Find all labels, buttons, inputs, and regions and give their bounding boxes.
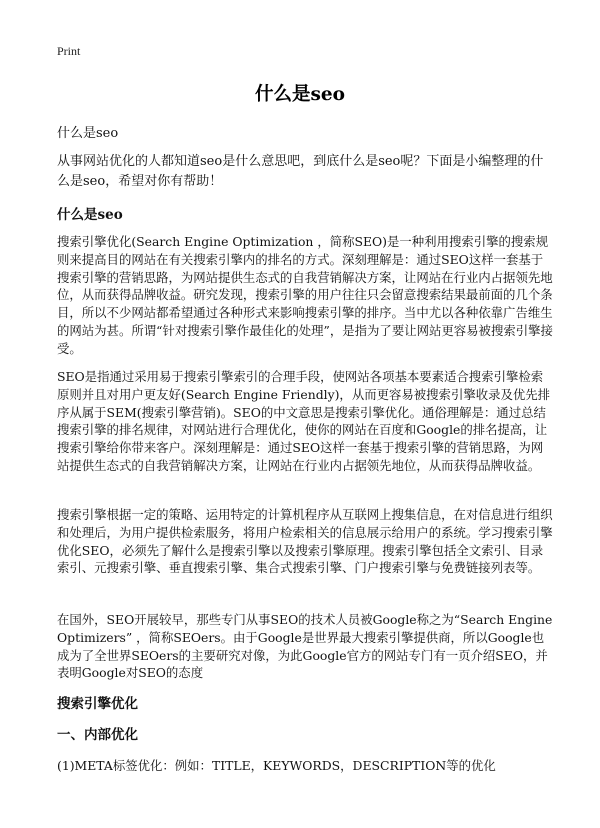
paragraph-2: SEO是指通过采用易于搜索引擎索引的合理手段，使网站各项基本要素适合搜索引擎检索原则并且对用户更友好(Search Engine Friendly)，从而更容易被搜索引擎收录及优先排序从属于SEM(搜索引擎营销)。SEO的中文意思是搜索引擎优化。通俗理解是：通过总结搜索引擎的排名规律，对网站进行合理优化，使你的网站在百度和Google的排名提高，让搜索引擎给你带来客户。深刻理解是：通过SEO这样一套基于搜索引擎的营销思路，为网站提供生态式的自我营销解决方案，让网站在行业内占据领先地位，从而获得品牌收益。 xyxy=(57,369,551,473)
subtitle: 什么是seo xyxy=(57,126,119,141)
intro-paragraph: 从事网站优化的人都知道seo是什么意思吧，到底什么是seo呢？下面是小编整理的什么是seo，希望对你有帮助！ xyxy=(57,154,544,189)
section-heading-seo-optimization: 搜索引擎优化 xyxy=(57,696,138,712)
paragraph-4: 在国外，SEO开展较早，那些专门从事SEO的技术人员被Google称之为“Search Engine Optimizers” ，简称SEOers。由于Google是世界最大搜索引擎提供商，所以Google也成为了全世界SEOers的主要研究对像，为此Google官方的网站专门有一页介绍SEO，并表明Google对SEO的态度 xyxy=(57,612,553,681)
section-heading-what-is-seo: 什么是seo xyxy=(57,207,123,223)
list-item: (1)META标签优化：例如：TITLE，KEYWORDS，DESCRIPTION等的优化 xyxy=(57,758,496,773)
print-label: Print xyxy=(57,44,81,58)
page-title: 什么是seo xyxy=(254,84,346,105)
paragraph-3: 搜索引擎根据一定的策略、运用特定的计算机程序从互联网上搜集信息，在对信息进行组织和处理后，为用户提供检索服务，将用户检索相关的信息展示给用户的系统。学习搜索引擎优化SEO，必须先了解什么是搜索引擎以及搜索引擎原理。搜索引擎包括全文索引、目录索引、元搜索引擎、垂直搜索引擎、集合式搜索引擎、门户搜索引擎与免费链接列表等。 xyxy=(57,507,553,576)
paragraph-1: 搜索引擎优化(Search Engine Optimization ，简称SEO)是一种利用搜索引擎的搜索规则来提高目的网站在有关搜索引擎内的排名的方式。深刻理解是：通过SEO这样一套基于搜索引擎的营销思路，为网站提供生态式的自我营销解决方案，让网站在行业内占据领先地位，从而获得品牌收益。研究发现，搜索引擎的用户往往只会留意搜索结果最前面的几个条目，所以不少网站都希望通过各种形式来影响搜索引擎的排序。当中尤以各种依靠广告维生的网站为甚。所谓“针对搜索引擎作最佳化的处理”，是指为了要让网站更容易被搜索引擎接受。 xyxy=(57,234,553,356)
section-heading-internal-optimization: 一、内部优化 xyxy=(57,727,138,743)
